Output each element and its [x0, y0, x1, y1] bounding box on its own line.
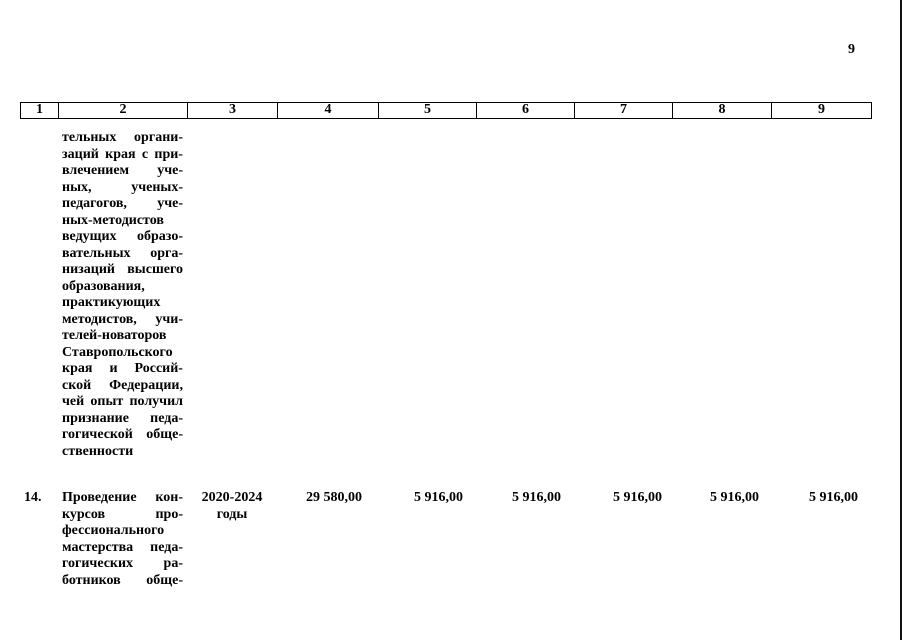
- continuation-text-line: образования,: [62, 278, 145, 294]
- continuation-text-line: ственности: [62, 443, 134, 459]
- continuation-text-word: ской: [62, 377, 92, 393]
- continuation-text-line: [62, 411, 183, 428]
- continuation-text-word: с: [141, 146, 149, 162]
- header-cell-8: 8: [673, 103, 772, 118]
- header-cell-2: 2: [59, 103, 188, 118]
- continuation-text-word: методистов,: [62, 311, 137, 327]
- total-value: 29 580,00: [306, 490, 362, 505]
- continuation-text-word: при-: [154, 146, 183, 162]
- page-number: 9: [848, 42, 855, 57]
- continuation-text-line: [62, 378, 183, 395]
- header-cell-1: 1: [21, 103, 59, 118]
- continuation-text-word: Россий-: [134, 361, 183, 376]
- continuation-text-word: уче-: [157, 196, 183, 211]
- year-5-value: 5 916,00: [809, 490, 858, 505]
- year-2-value: 5 916,00: [512, 490, 561, 505]
- header-cell-3: 3: [188, 103, 278, 118]
- activity-name-line: [62, 573, 183, 590]
- continuation-text-word: края: [105, 146, 136, 162]
- continuation-text-word: орга-: [150, 245, 183, 261]
- continuation-text-line: [62, 361, 183, 378]
- continuation-text-line: [62, 427, 183, 444]
- activity-name: [62, 490, 183, 589]
- continuation-text-word: признание: [62, 410, 129, 426]
- continuation-text-line: [62, 163, 183, 180]
- row-number: 14.: [24, 490, 42, 505]
- activity-name-word: гогических: [62, 556, 134, 571]
- activity-name-word: кон-: [155, 490, 183, 505]
- activity-name-word: обще-: [146, 572, 183, 588]
- continuation-text-line: [62, 147, 183, 164]
- continuation-text-word: ученых-: [131, 179, 183, 195]
- continuation-text-word: влечением: [62, 163, 130, 178]
- continuation-text-word: педагогов,: [62, 196, 127, 211]
- continuation-text-word: вательных: [62, 245, 131, 261]
- continuation-text-line: [62, 180, 183, 197]
- continuation-text-line: [62, 246, 183, 263]
- header-cell-6: 6: [477, 103, 575, 118]
- continuation-text-word: тельных: [62, 130, 117, 145]
- continuation-text-line: [62, 312, 183, 329]
- activity-name-line: [62, 556, 183, 573]
- continuation-text-line: [62, 196, 183, 213]
- continuation-text-word: образо-: [137, 229, 183, 244]
- continuation-text-word: учи-: [155, 311, 183, 327]
- activity-name-line: фессионального: [62, 523, 165, 538]
- activity-name-word: курсов: [62, 506, 106, 522]
- continuation-text-word: ных,: [62, 179, 92, 195]
- continuation-text-line: практикующих: [62, 295, 161, 310]
- header-cell-7: 7: [575, 103, 673, 118]
- header-cell-4: 4: [278, 103, 379, 118]
- continuation-text-line: ных-методистов: [62, 212, 164, 228]
- activity-name-line: [62, 540, 183, 557]
- activity-name-word: ра-: [163, 556, 183, 571]
- continuation-text-word: органи-: [134, 130, 183, 145]
- continuation-text-line: Ставропольского: [62, 344, 173, 360]
- period-line-2: годы: [216, 506, 248, 522]
- year-4-value: 5 916,00: [710, 490, 759, 505]
- continuation-text-line: [62, 229, 183, 246]
- year-1-value: 5 916,00: [414, 490, 463, 505]
- activity-name-word: про-: [155, 506, 183, 522]
- continuation-text-word: опыт: [90, 394, 124, 409]
- activity-name-word: ботников: [62, 572, 121, 588]
- period-line-1: 2020-2024: [201, 490, 263, 505]
- activity-name-line: [62, 490, 183, 507]
- continuation-text-word: ведущих: [62, 229, 117, 244]
- continuation-text-word: края: [62, 361, 93, 376]
- continuation-text-word: и: [109, 361, 118, 376]
- activity-name-word: мастерства: [62, 539, 134, 555]
- continuation-text-word: Федерации,: [109, 377, 183, 393]
- header-cell-5: 5: [379, 103, 477, 118]
- activity-name-word: Проведение: [62, 490, 137, 505]
- header-cell-9: 9: [818, 102, 825, 117]
- continuation-text-line: телей-новаторов: [62, 328, 167, 343]
- continuation-text-word: низаций: [62, 262, 115, 277]
- activity-name-word: педа-: [150, 539, 183, 555]
- continuation-text-word: педа-: [150, 410, 183, 426]
- continuation-text-word: уче-: [157, 163, 183, 178]
- table-header-row: [20, 102, 872, 119]
- continuation-text-word: гогической: [62, 427, 133, 442]
- continuation-text-word: получил: [129, 394, 183, 409]
- activity-name-line: [62, 507, 183, 524]
- continuation-text-word: обще-: [146, 427, 183, 442]
- continuation-text-line: [62, 394, 183, 411]
- continuation-text-line: [62, 130, 183, 147]
- year-3-value: 5 916,00: [613, 490, 662, 505]
- continuation-text-line: [62, 262, 183, 279]
- continuation-text: [62, 130, 183, 460]
- period: [196, 490, 268, 523]
- continuation-text-word: высшего: [127, 262, 183, 277]
- continuation-text-word: чей: [62, 394, 85, 409]
- continuation-text-word: заций: [62, 146, 99, 162]
